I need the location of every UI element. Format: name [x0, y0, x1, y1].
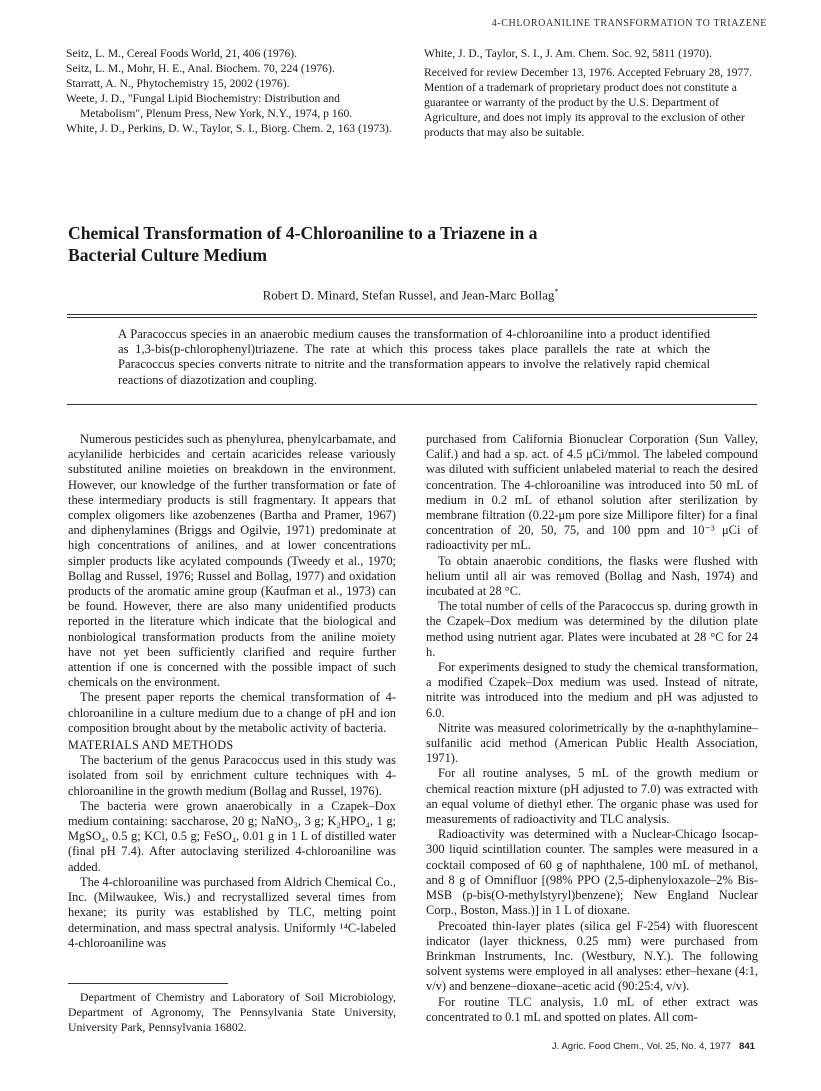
paragraph: The bacteria were grown anaerobically in a Czapek–Dox medium containing: saccharose, 20 g; NaNO₃, 3 g; K₂HPO₄, 1 g; MgSO₄, 0.5 g; KCl, 0.5 g; FeSO₄, 0.01 g in 1 L of distilled water (final pH 7.4). After autoclaving sterilized 4-chloroaniline was added. — [68, 798, 396, 874]
reference-item: White, J. D., Taylor, S. I., J. Am. Chem. Soc. 92, 5811 (1970). — [424, 47, 712, 60]
reference-item: Seitz, L. M., Cereal Foods World, 21, 406 (1976). — [66, 47, 298, 60]
paragraph: The bacterium of the genus Paracoccus used in this study was isolated from soil by enrichment culture techniques with 4-chloroaniline in the growth medium (Bollag and Russel, 1976). — [68, 753, 396, 798]
page-footer — [552, 1041, 755, 1052]
divider — [67, 314, 757, 315]
paragraph: For all routine analyses, 5 mL of the growth medium or chemical reaction mixture (pH adjusted to 7.0) was extracted with an equal volume of diethyl ether. The organic phase was used for measurements of radioactivity and TLC analysis. — [426, 766, 758, 827]
paragraph: The total number of cells of the Paracoccus sp. during growth in the Czapek–Dox medium was determined by the dilution plate method using nutrient agar. Plates were incubated at 28 °C for 24 h. — [426, 599, 758, 659]
divider — [67, 404, 757, 405]
paragraph: For routine TLC analysis, 1.0 mL of ether extract was concentrated to 0.1 mL and spotted on plates. All com- — [426, 994, 758, 1024]
references-left — [66, 46, 394, 137]
paragraph: Nitrite was measured colorimetrically by the α-naphthylamine–sulfanilic acid method (American Public Health Association, 1971). — [426, 720, 758, 766]
body-column-left — [68, 432, 396, 951]
body-column-right — [426, 432, 758, 1025]
paragraph: Radioactivity was determined with a Nuclear-Chicago Isocap-300 liquid scintillation counter. The samples were measured in a cocktail composed of 60 g of naphthalene, 100 mL of methanol, and 8 g of Omnifluor [(98% PPO (2,5-diphenyloxazole–2% Bis-MSB (p-bis(O-methylstyryl)benzene); New England Nuclear Corp., Boston, Mass.)] in 1 L of dioxane. — [426, 827, 758, 918]
paragraph: purchased from California Bionuclear Corporation (Sun Valley, Calif.) and had a sp. act. of 4.5 μCi/mmol. The labeled compound was diluted with sufficient unlabeled material to reach the desired concentration. The 4-chloroaniline was introduced into 50 mL of medium in 0.2 mL of ethanol solution after sterilization by membrane filtration (0.22-μm pore size Millipore filter) for a final concentration of 20, 50, 75, and 100 ppm and 10⁻³ μCi of radioactivity per mL. — [426, 432, 758, 553]
article-title: Chemical Transformation of 4-Chloroaniline to a Triazene in a Bacterial Culture Medium — [68, 223, 538, 265]
authors-line — [0, 287, 821, 303]
paragraph: Numerous pesticides such as phenylurea, phenylcarbamate, and acylanilide herbicides and certain acaricides release variously substituted aniline moieties on breakdown in the environment. However, our knowledge of the further transformation or fate of these intermediary products is still fragmentary. It appears that complex oligomers like azobenzenes (Bartha and Pramer, 1967) and diphenylamines (Briggs and Ogilvie, 1971) predominate at high concentrations of anilines, and at lower concentrations simpler products like acylated compounds (Tweedy et al., 1970; Bollag and Russel, 1976; Russel and Bollag, 1977) and oxidation products of the aromatic amine group (Kaufman et al., 1973) can be found. However, there are also many unidentified products reported in the literature which indicate that the biological and nonbiological transformation products from the aniline moiety have not yet been sufficiently clarified and require further attention if one is concerned with the possible impact of such chemicals on the environment. — [68, 432, 396, 690]
journal-citation: J. Agric. Food Chem., Vol. 25, No. 4, 1977 — [551, 1041, 731, 1052]
paragraph: For experiments designed to study the chemical transformation, a modified Czapek–Dox medium was used. Instead of nitrate, nitrite was introduced into the medium and pH was adjusted to 6.0. — [426, 660, 758, 720]
footnote-divider — [68, 983, 228, 984]
paragraph: The 4-chloroaniline was purchased from Aldrich Chemical Co., Inc. (Milwaukee, Wis.) and recrystallized several times from hexane; its purity was established by TLC, melting point determination, and mass spectral analysis. Uniformly ¹⁴C-labeled 4-chloroaniline was — [68, 874, 396, 950]
paragraph: The present paper reports the chemical transformation of 4-chloroaniline in a culture medium due to a change of pH and ion composition brought about by the metabolic activity of bacteria. — [68, 690, 396, 735]
paragraph: Precoated thin-layer plates (silica gel F-254) with fluorescent indicator (layer thickness, 0.25 mm) were purchased from Brinkman Instruments, Inc. (Westbury, N.Y.). The following solvent systems were employed in all analyses: ether–hexane (4:1, v/v) and benzene–dioxane–acetic acid (90:25:4, v/v). — [426, 918, 758, 994]
abstract: A Paracoccus species in an anaerobic medium causes the transformation of 4-chloroaniline into a product identified as 1,3-bis(p-chlorophenyl)triazene. The rate at which this process takes place parallels the rate at which the Paracoccus species converts nitrate to nitrite and the transformation appears to involve the relatively rapid chemical reactions of diazotization and coupling. — [118, 327, 710, 387]
affiliation-footnote: Department of Chemistry and Laboratory of Soil Microbiology, Department of Agronomy, The Pennsylvania State University, University Park, Pennsylvania 16802. — [68, 990, 396, 1034]
section-heading: MATERIALS AND METHODS — [68, 738, 234, 753]
corresponding-mark: * — [554, 287, 559, 296]
reference-item: Starratt, A. N., Phytochemistry 15, 2002 (1976). — [66, 77, 290, 91]
authors: Robert D. Minard, Stefan Russel, and Jean-Marc Bollag — [262, 287, 555, 303]
received-note: Received for review December 13, 1976. Accepted February 28, 1977. Mention of a trademark of proprietary product does not constitute a guarantee or warranty of the product by the U.S. Department of Agriculture, and does not imply its approval to the exclusion of other products that may also be suitable. — [424, 66, 753, 139]
reference-item: Seitz, L. M., Mohr, H. E., Anal. Biochem. 70, 224 (1976). — [66, 62, 335, 76]
paragraph: To obtain anaerobic conditions, the flasks were flushed with helium until all air was removed (Bollag and Nash, 1974) and incubated at 28 °C. — [426, 553, 758, 599]
references-right — [424, 46, 758, 141]
running-header: 4-CHLOROANILINE TRANSFORMATION TO TRIAZENE — [491, 18, 767, 29]
divider — [67, 317, 757, 318]
page-number: 841 — [738, 1041, 755, 1052]
reference-item: Weete, J. D., "Fungal Lipid Biochemistry: Distribution and Metabolism", Plenum Press, New York, N.Y., 1974, p 160. — [66, 92, 353, 121]
reference-item: White, J. D., Perkins, D. W., Taylor, S. I., Biorg. Chem. 2, 163 (1973). — [66, 122, 392, 136]
